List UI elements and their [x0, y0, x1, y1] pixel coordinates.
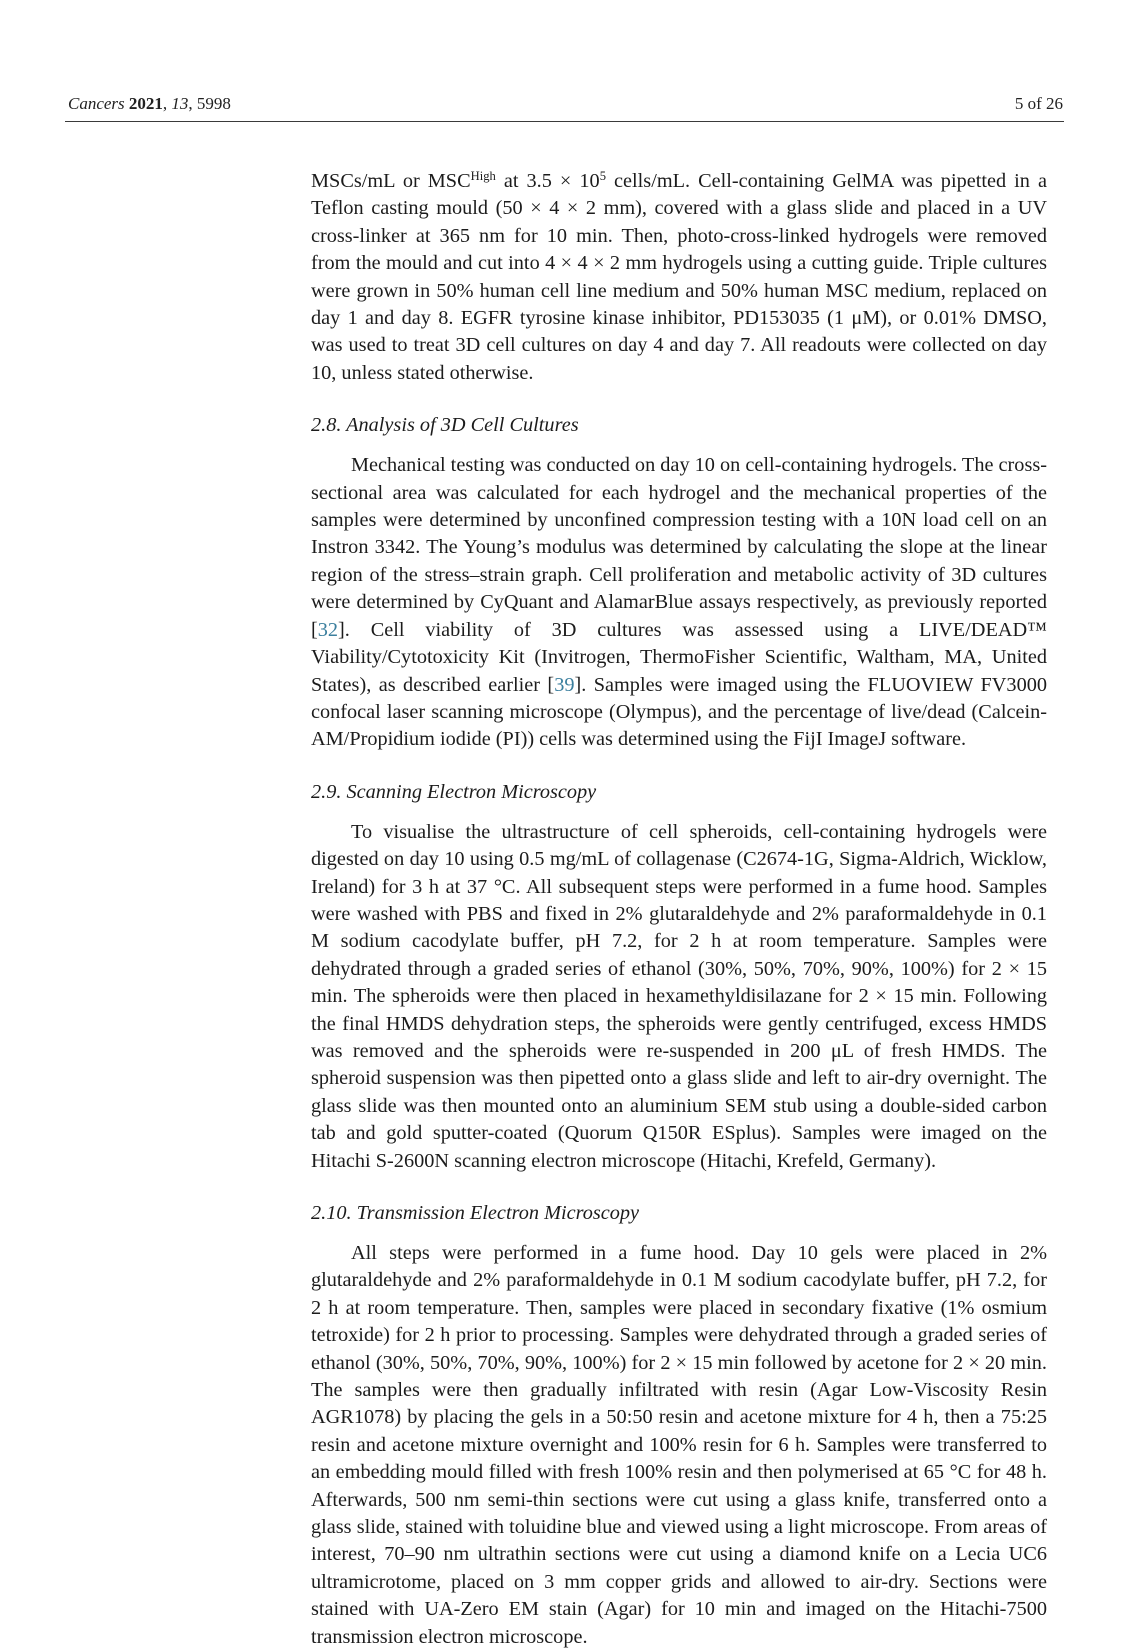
article-body	[311, 168, 1047, 1651]
text-run: ]. Samples were imaged using the FLUOVIEW FV3000 confocal laser scanning microscope (Olympus), and the percentage of live/dead (Calcein-AM/Propidium iodide (PI)) cells was determined using the FijI ImageJ software.	[311, 673, 1047, 751]
citation-link[interactable]: 39	[554, 673, 575, 696]
text-run-italic: Cancers	[68, 94, 129, 113]
text-run: MSCs/mL or MSC	[311, 170, 471, 192]
text-run: Mechanical testing was conducted on day 10 on cell-containing hydrogels. The cross-sectional area was calculated for each hydrogel and the mechanical properties of the samples were determined by unconfined compression testing with a 10N load cell on an Instron 3342. The Young’s modulus was determined by calculating the slope at the linear region of the stress–strain graph. Cell proliferation and metabolic activity of 3D cultures were determined by CyQuant and AlamarBlue assays respectively, as previously reported [	[311, 454, 1047, 641]
text-run: ,	[162, 94, 172, 113]
page-header	[68, 94, 1063, 114]
text-run: ]. Cell viability of 3D cultures was assessed using a LIVE/DEAD™ Viability/Cytotoxicity Kit (Invitrogen, ThermoFisher Scientific, Waltham, MA, United States), as described earlier [	[311, 618, 1047, 696]
text-run: All steps were performed in a fume hood. Day 10 gels were placed in 2% glutaraldehyde and 2% paraformaldehyde in 0.1 M sodium cacodylate buffer, pH 7.2, for 2 h at room temperature. Then, samples were placed in secondary fixative (1% osmium tetroxide) for 2 h prior to processing. Samples were dehydrated through a graded series of ethanol (30%, 50%, 70%, 90%, 100%) for 2 × 15 min followed by acetone for 2 × 20 min. The samples were then gradually infiltrated with resin (Agar Low-Viscosity Resin AGR1078) by placing the gels in a 50:50 resin and acetone mixture for 4 h, then a 75:25 resin and acetone mixture overnight and 100% resin for 6 h. Samples were transferred to an embedding mould filled with fresh 100% resin and then polymerised at 65 °C for 48 h. Afterwards, 500 nm semi-thin sections were cut using a glass knife, transferred onto a glass slide, stained with toluidine blue and viewed using a light microscope. From areas of interest, 70–90 nm ultrathin sections were cut using a diamond knife on a Lecia UC6 ultramicrotome, placed on 3 mm copper grids and allowed to air-dry. Sections were stained with UA-Zero EM stain (Agar) for 10 min and imaged on the Hitachi-7500 transmission electron microscope.	[311, 1242, 1047, 1648]
text-run-italic: 13	[171, 94, 189, 113]
page-number: 5 of 26	[1014, 94, 1063, 113]
section-heading: 2.10. Transmission Electron Microscopy	[311, 1202, 640, 1224]
paragraph	[311, 819, 1047, 1175]
text-run: , 5998	[188, 94, 231, 113]
section-heading: 2.8. Analysis of 3D Cell Cultures	[311, 414, 579, 437]
text-run: at 3.5 × 10	[495, 170, 600, 192]
paragraph	[311, 1240, 1047, 1651]
text-run: To visualise the ultrastructure of cell spheroids, cell-containing hydrogels were digested on day 10 using 0.5 mg/mL of collagenase (C2674-1G, Sigma-Aldrich, Wicklow, Ireland) for 3 h at 37 °C. All subsequent steps were performed in a fume hood. Samples were washed with PBS and fixed in 2% glutaraldehyde and 2% paraformaldehyde in 0.1 M sodium cacodylate buffer, pH 7.2, for 2 h at room temperature. Samples were dehydrated through a graded series of ethanol (30%, 50%, 70%, 90%, 100%) for 2 × 15 min. The spheroids were then placed in hexamethyldisilazane for 2 × 15 min. Following the final HMDS dehydration steps, the spheroids were gently centrifuged, excess HMDS was removed and the spheroids were re-suspended in 200 μL of fresh HMDS. The spheroid suspension was then pipetted onto a glass slide and left to air-dry overnight. The glass slide was then mounted onto an aluminium SEM stub using a double-sided carbon tab and gold sputter-coated (Quorum Q150R ESplus). Samples were imaged on the Hitachi S-2600N scanning electron microscope (Hitachi, Krefeld, Germany).	[311, 820, 1047, 1172]
text-run-bold: 2021	[128, 94, 163, 113]
paragraph	[311, 452, 1047, 753]
citation-link[interactable]: 32	[317, 618, 339, 641]
journal-citation	[68, 94, 231, 114]
superscript: High	[470, 169, 496, 184]
text-run: cells/mL. Cell-containing GelMA was pipetted in a Teflon casting mould (50 × 4 × 2 mm), covered with a glass slide and placed in a UV cross-linker at 365 nm for 10 min. Then, photo-cross-linked hydrogels were removed from the mould and cut into 4 × 4 × 2 mm hydrogels using a cutting guide. Triple cultures were grown in 50% human cell line medium and 50% human MSC medium, replaced on day 1 and day 8. EGFR tyrosine kinase inhibitor, PD153035 (1 μM), or 0.01% DMSO, was used to treat 3D cell cultures on day 4 and day 7. All readouts were collected on day 10, unless stated otherwise.	[311, 170, 1047, 384]
paragraph	[311, 168, 1047, 387]
header-rule	[65, 121, 1064, 122]
superscript: 5	[599, 169, 606, 184]
section-heading: 2.9. Scanning Electron Microscopy	[311, 780, 597, 803]
